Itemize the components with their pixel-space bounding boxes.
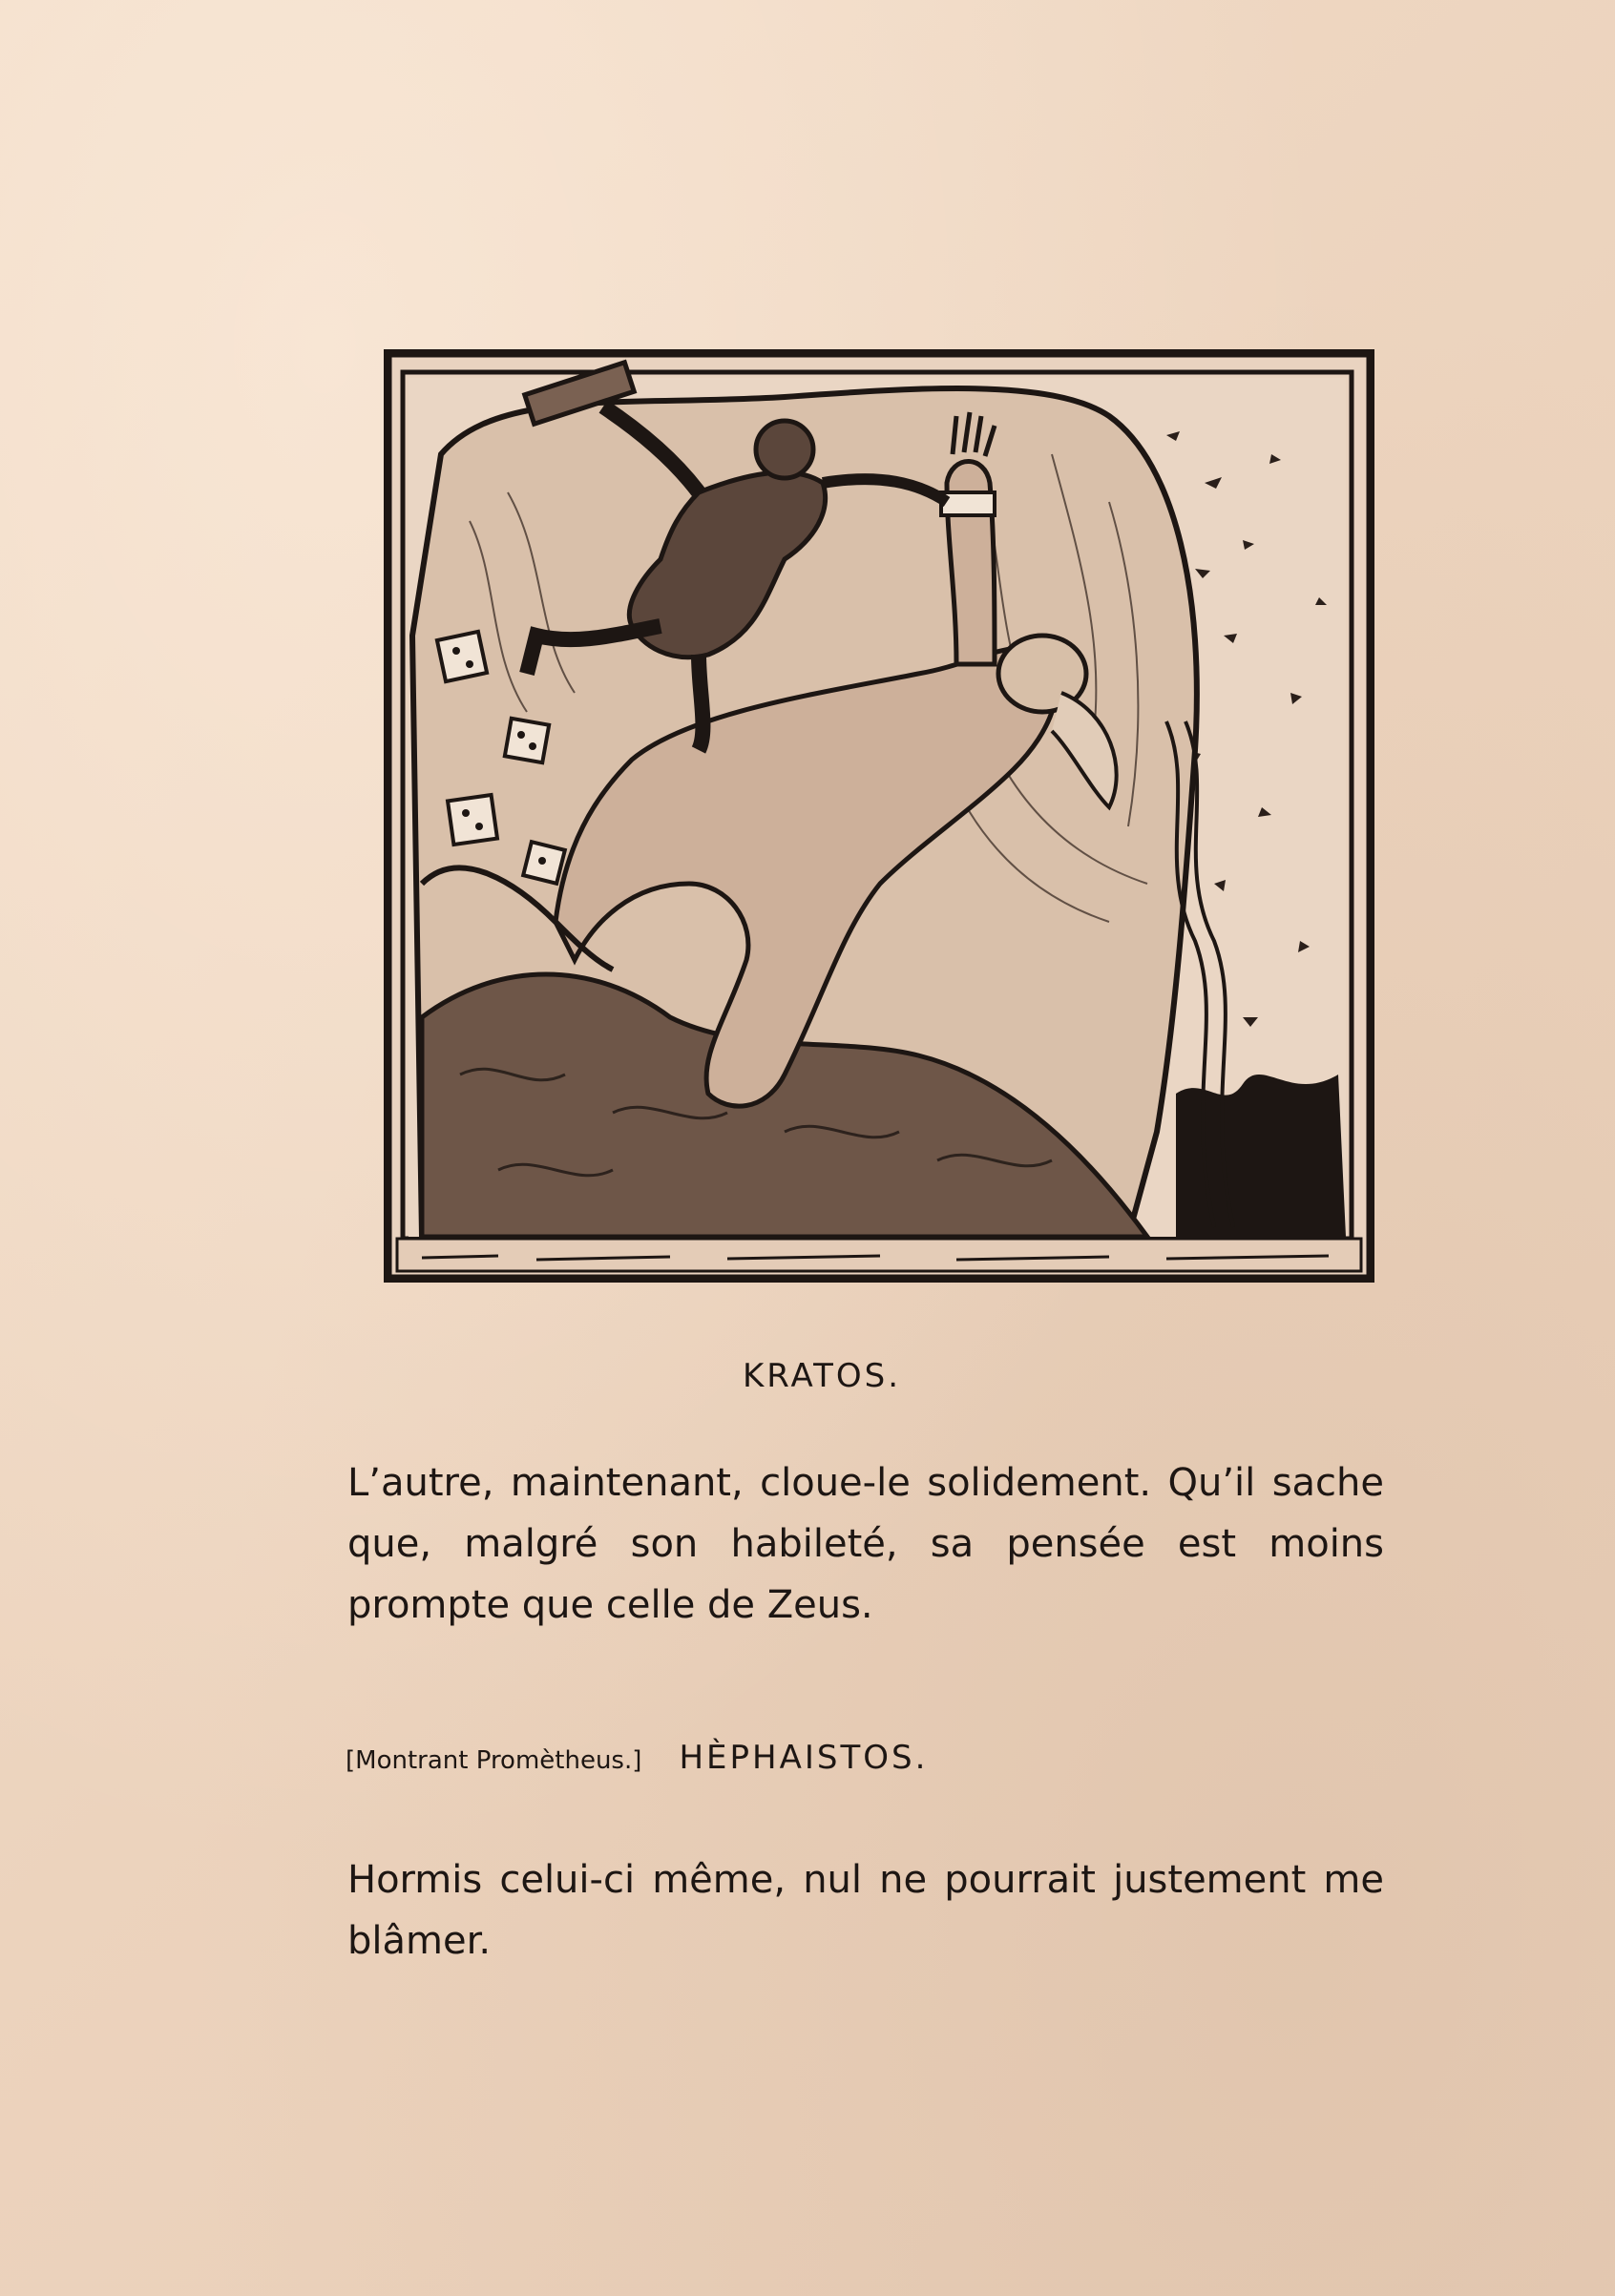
kratos-speech: L’autre, maintenant, cloue-le solidement. Qu’il sache que, malgré son habileté, sa pensée est moins prompte que celle de Zeus. <box>347 1461 1384 1627</box>
speaker-hephaistos: HÈPHAISTOS. <box>679 1739 929 1777</box>
hephaistos-speech: Hormis celui-ci même, nul ne pourrait justement me blâmer. <box>347 1858 1384 1963</box>
prometheus-engraving <box>384 349 1374 1283</box>
stage-direction: [Montrant Promètheus.] <box>346 1746 642 1775</box>
speaker-kratos: KRATOS. <box>742 1357 902 1395</box>
stage-line <box>346 1739 928 1777</box>
